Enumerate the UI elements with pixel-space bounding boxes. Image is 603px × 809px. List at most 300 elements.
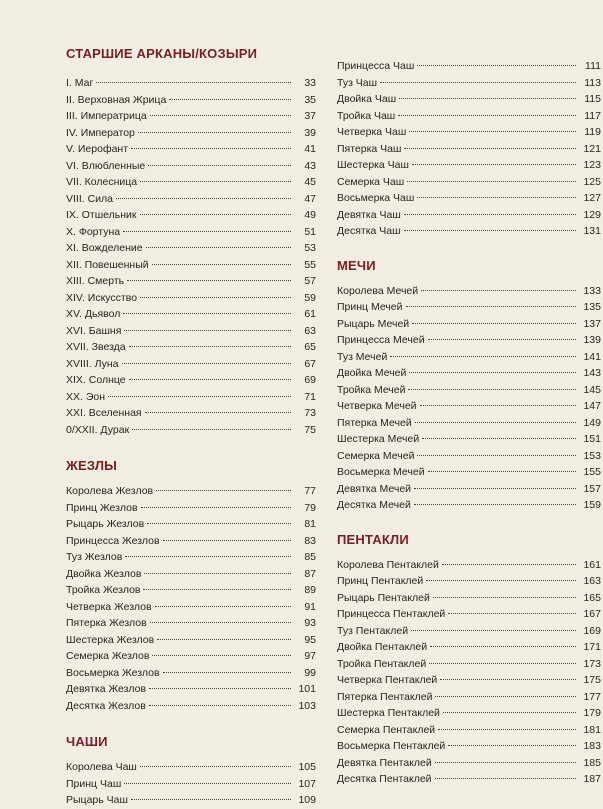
dot-leader <box>390 356 576 357</box>
toc-entry <box>337 481 601 498</box>
toc-entry-title: Королева Мечей <box>337 284 419 297</box>
dot-leader <box>131 148 291 149</box>
toc-entry-page-number: 159 <box>583 499 601 511</box>
toc-list-wands <box>66 483 316 714</box>
toc-entry-page-number: 47 <box>304 192 316 205</box>
toc-entry-title: Рыцарь Чаш <box>66 794 128 806</box>
toc-entry <box>66 75 316 92</box>
toc-entry-page-number: 153 <box>583 449 601 462</box>
toc-entry <box>337 557 601 574</box>
section-title-pentacles: ПЕНТАКЛИ <box>337 531 409 547</box>
dot-leader <box>411 630 576 631</box>
toc-entry-page-number: 117 <box>584 109 601 122</box>
toc-entry-page-number: 123 <box>583 159 601 171</box>
toc-entry-page-number: 41 <box>304 143 316 155</box>
dot-leader <box>417 65 576 66</box>
toc-entry <box>337 656 601 673</box>
dot-leader <box>398 115 576 116</box>
toc-entry-page-number: 135 <box>583 301 601 313</box>
toc-entry <box>337 573 601 590</box>
toc-entry-title: Десятка Мечей <box>337 499 411 511</box>
toc-entry-title: 0/XXII. Дурак <box>66 423 130 436</box>
dot-leader <box>148 165 291 166</box>
toc-entry <box>66 422 316 439</box>
toc-entry-page-number: 175 <box>583 674 601 686</box>
toc-entry <box>337 431 601 448</box>
toc-entry <box>337 91 601 108</box>
section-title-cups: ЧАШИ <box>66 734 108 749</box>
toc-entry <box>66 500 316 517</box>
dot-leader <box>380 82 576 83</box>
toc-entry <box>337 58 601 75</box>
dot-leader <box>149 688 291 689</box>
toc-entry-title: Четверка Мечей <box>337 400 417 412</box>
toc-entry-title: Принцесса Жезлов <box>66 534 160 547</box>
dot-leader <box>443 712 576 713</box>
dot-leader <box>421 290 576 291</box>
toc-entry <box>337 689 601 706</box>
toc-entry-title: XIX. Солнце <box>66 374 126 386</box>
toc-entry-title: Семерка Чаш <box>337 175 405 188</box>
toc-entry <box>337 174 601 191</box>
toc-entry-page-number: 163 <box>583 575 601 587</box>
toc-entry <box>66 599 316 616</box>
dot-leader <box>420 405 576 406</box>
dot-leader <box>163 672 291 673</box>
dot-leader <box>409 131 576 132</box>
toc-entry <box>337 283 601 300</box>
toc-entry-page-number: 99 <box>304 666 316 679</box>
toc-entry <box>337 365 601 382</box>
toc-entry <box>66 648 316 665</box>
dot-leader <box>435 696 576 697</box>
toc-entry-page-number: 73 <box>304 407 316 419</box>
dot-leader <box>141 507 291 508</box>
dot-leader <box>152 655 291 656</box>
toc-entry-page-number: 65 <box>304 341 316 353</box>
toc-entry-title: Принц Жезлов <box>66 501 138 514</box>
dot-leader <box>426 580 576 581</box>
dot-leader <box>138 132 291 133</box>
toc-entry-title: Принцесса Мечей <box>337 334 425 346</box>
toc-entry-page-number: 97 <box>304 650 316 662</box>
toc-entry-title: X. Фортуна <box>66 225 121 238</box>
dot-leader <box>440 679 576 680</box>
toc-entry-title: Туз Жезлов <box>66 551 123 563</box>
toc-entry <box>337 497 601 514</box>
toc-entry <box>337 141 601 158</box>
dot-leader <box>428 339 576 340</box>
toc-list-major-arcana <box>66 75 316 438</box>
toc-entry <box>337 382 601 399</box>
dot-leader <box>140 766 291 767</box>
toc-entry-page-number: 61 <box>304 308 316 320</box>
dot-leader <box>448 745 576 746</box>
dot-leader <box>429 663 576 664</box>
dot-leader <box>155 606 291 607</box>
toc-entry-page-number: 63 <box>304 324 316 337</box>
toc-entry <box>66 516 316 533</box>
toc-entry-title: Королева Чаш <box>66 761 137 773</box>
toc-entry-page-number: 137 <box>583 317 601 330</box>
toc-entry-page-number: 119 <box>584 126 601 138</box>
toc-entry-page-number: 165 <box>583 591 601 604</box>
dot-leader <box>422 438 576 439</box>
toc-entry-title: Тройка Пентаклей <box>337 657 427 670</box>
toc-entry <box>337 464 601 481</box>
toc-entry <box>66 158 316 175</box>
toc-entry-page-number: 85 <box>304 551 316 563</box>
toc-entry-title: IV. Император <box>66 126 135 139</box>
dot-leader <box>407 181 576 182</box>
dot-leader <box>144 573 291 574</box>
toc-entry-page-number: 157 <box>583 482 601 495</box>
toc-entry-page-number: 143 <box>583 367 601 379</box>
toc-entry-page-number: 45 <box>304 176 316 188</box>
toc-entry-page-number: 141 <box>583 350 601 363</box>
dot-leader <box>124 783 291 784</box>
toc-entry <box>66 566 316 583</box>
toc-entry-page-number: 81 <box>304 518 316 530</box>
toc-entry-title: Двойка Пентаклей <box>337 641 428 653</box>
toc-entry-title: V. Иерофант <box>66 143 129 155</box>
toc-entry <box>66 339 316 356</box>
toc-entry-page-number: 171 <box>583 641 601 653</box>
toc-entry <box>337 108 601 125</box>
toc-entry-title: Тройка Мечей <box>337 383 406 396</box>
toc-entry <box>66 632 316 649</box>
toc-entry <box>337 124 601 141</box>
toc-entry <box>66 372 316 389</box>
toc-entry <box>66 533 316 550</box>
toc-entry-page-number: 77 <box>304 485 316 497</box>
toc-entry-page-number: 69 <box>304 374 316 386</box>
toc-entry-title: IX. Отшельник <box>66 209 137 221</box>
toc-entry-page-number: 147 <box>583 400 601 412</box>
toc-entry-title: Пятерка Пентаклей <box>337 690 433 703</box>
toc-entry-title: Туз Мечей <box>337 350 388 363</box>
toc-entry-title: Восьмерка Жезлов <box>66 666 160 679</box>
toc-entry-page-number: 125 <box>583 175 601 188</box>
toc-entry-title: Пятерка Чаш <box>337 142 402 155</box>
toc-entry <box>66 224 316 241</box>
toc-entry-page-number: 133 <box>583 284 601 297</box>
toc-entry <box>66 681 316 698</box>
toc-entry <box>66 306 316 323</box>
toc-entry-title: XVII. Звезда <box>66 341 126 353</box>
toc-entry-title: Принцесса Пентаклей <box>337 608 446 620</box>
toc-entry-title: Двойка Чаш <box>337 93 397 105</box>
toc-entry-page-number: 151 <box>583 433 601 445</box>
toc-entry-page-number: 35 <box>304 93 316 106</box>
toc-entry-title: XVIII. Луна <box>66 357 119 370</box>
toc-entry-page-number: 43 <box>304 159 316 172</box>
toc-entry <box>66 582 316 599</box>
dot-leader <box>140 214 291 215</box>
toc-entry <box>337 639 601 656</box>
dot-leader <box>406 306 576 307</box>
toc-entry-title: VIII. Сила <box>66 192 114 205</box>
toc-entry-page-number: 91 <box>304 600 316 613</box>
toc-entry-page-number: 57 <box>304 275 316 287</box>
toc-entry-title: XXI. Вселенная <box>66 407 142 419</box>
toc-entry <box>66 125 316 142</box>
dot-leader <box>399 98 576 99</box>
toc-entry-title: I. Маг <box>66 77 94 89</box>
toc-entry-title: Рыцарь Пентаклей <box>337 591 430 604</box>
toc-entry-page-number: 111 <box>585 60 601 72</box>
dot-leader <box>435 778 576 779</box>
toc-entry-page-number: 115 <box>584 93 601 105</box>
toc-entry <box>337 705 601 722</box>
dot-leader <box>428 471 576 472</box>
toc-entry-page-number: 183 <box>583 740 601 752</box>
toc-entry-title: XV. Дьявол <box>66 308 121 320</box>
dot-leader <box>169 99 291 100</box>
toc-entry <box>66 240 316 257</box>
toc-entry-title: Четверка Чаш <box>337 126 407 138</box>
toc-entry <box>66 141 316 158</box>
toc-entry-title: Туз Пентаклей <box>337 624 409 637</box>
dot-leader <box>125 556 291 557</box>
dot-leader <box>438 729 576 730</box>
toc-entry-page-number: 173 <box>583 657 601 670</box>
dot-leader <box>132 429 291 430</box>
dot-leader <box>417 455 576 456</box>
toc-entry-title: Шестерка Жезлов <box>66 633 155 646</box>
toc-entry-page-number: 131 <box>583 225 601 237</box>
toc-entry-page-number: 121 <box>583 142 601 155</box>
toc-entry-page-number: 107 <box>298 777 316 790</box>
toc-entry <box>337 606 601 623</box>
toc-entry-title: Семерка Мечей <box>337 449 415 462</box>
dot-leader <box>430 646 576 647</box>
dot-leader <box>129 346 291 347</box>
toc-entry <box>66 273 316 290</box>
dot-leader <box>409 372 576 373</box>
toc-entry-title: Пятерка Жезлов <box>66 617 147 629</box>
toc-entry <box>337 672 601 689</box>
toc-entry-title: Двойка Жезлов <box>66 567 142 580</box>
toc-entry-title: Семерка Пентаклей <box>337 723 436 736</box>
toc-entry-title: XII. Повешенный <box>66 258 149 271</box>
toc-entry-page-number: 59 <box>304 291 316 304</box>
dot-leader <box>123 313 291 314</box>
toc-entry-title: XVI. Башня <box>66 324 122 337</box>
dot-leader <box>150 115 291 116</box>
toc-entry-title: Девятка Жезлов <box>66 683 147 695</box>
toc-entry-title: Семерка Жезлов <box>66 650 150 662</box>
dot-leader <box>146 247 291 248</box>
dot-leader <box>123 231 291 232</box>
dot-leader <box>412 164 576 165</box>
dot-leader <box>116 198 291 199</box>
toc-entry-title: Четверка Пентаклей <box>337 674 438 686</box>
toc-entry <box>66 191 316 208</box>
toc-entry-title: XI. Вожделение <box>66 242 143 254</box>
toc-entry-title: II. Верховная Жрица <box>66 93 167 106</box>
toc-entry-title: Девятка Чаш <box>337 208 401 221</box>
toc-entry-title: Двойка Мечей <box>337 367 407 379</box>
dot-leader <box>157 639 291 640</box>
toc-entry <box>337 223 601 240</box>
section-title-swords: МЕЧИ <box>337 257 376 273</box>
dot-leader <box>122 363 292 364</box>
toc-entry-page-number: 79 <box>304 501 316 514</box>
toc-entry-title: III. Императрица <box>66 110 147 122</box>
section-title-wands: ЖЕЗЛЫ <box>66 458 118 473</box>
toc-entry-title: Шестерка Пентаклей <box>337 707 440 719</box>
dot-leader <box>404 230 576 231</box>
toc-entry-page-number: 101 <box>298 683 316 695</box>
toc-entry-title: XIII. Смерть <box>66 275 125 287</box>
toc-list-pentacles <box>337 557 601 788</box>
toc-entry-title: Десятка Жезлов <box>66 699 146 712</box>
dot-leader <box>140 181 291 182</box>
toc-entry-title: Рыцарь Жезлов <box>66 518 145 530</box>
dot-leader <box>414 488 576 489</box>
toc-entry <box>66 615 316 632</box>
toc-entry-page-number: 149 <box>583 416 601 429</box>
toc-entry-page-number: 185 <box>583 756 601 769</box>
toc-entry-title: XX. Эон <box>66 390 106 403</box>
dot-leader <box>448 613 576 614</box>
toc-entry-title: Тройка Чаш <box>337 109 396 122</box>
toc-entry-title: XIV. Искусство <box>66 291 138 304</box>
toc-entry <box>337 738 601 755</box>
toc-entry-page-number: 127 <box>583 192 601 204</box>
toc-entry-page-number: 167 <box>583 608 601 620</box>
toc-entry-title: Королева Жезлов <box>66 485 154 497</box>
toc-entry <box>66 792 316 809</box>
dot-leader <box>414 504 576 505</box>
toc-entry <box>66 776 316 793</box>
toc-entry <box>337 771 601 788</box>
toc-entry-page-number: 67 <box>304 357 316 370</box>
toc-entry <box>337 722 601 739</box>
toc-entry-title: Рыцарь Мечей <box>337 317 410 330</box>
toc-entry-page-number: 155 <box>583 466 601 478</box>
toc-entry-title: VII. Колесница <box>66 176 138 188</box>
toc-entry-title: Шестерка Чаш <box>337 159 409 171</box>
toc-list-swords <box>337 283 601 514</box>
dot-leader <box>131 799 291 800</box>
dot-leader <box>147 523 291 524</box>
toc-entry-page-number: 139 <box>583 334 601 346</box>
toc-entry <box>66 389 316 406</box>
toc-column-left <box>66 40 316 809</box>
dot-leader <box>152 264 291 265</box>
dot-leader <box>156 490 291 491</box>
toc-entry <box>337 590 601 607</box>
toc-entry <box>337 398 601 415</box>
toc-entry <box>66 257 316 274</box>
toc-entry-title: Принцесса Чаш <box>337 60 415 72</box>
dot-leader <box>150 622 291 623</box>
toc-entry <box>337 207 601 224</box>
toc-entry-page-number: 187 <box>583 773 601 785</box>
toc-entry <box>337 75 601 92</box>
toc-entry-page-number: 49 <box>304 209 316 221</box>
toc-entry <box>66 92 316 109</box>
dot-leader <box>124 330 291 331</box>
toc-list-cups-part-2 <box>337 58 601 240</box>
dot-leader <box>108 396 291 397</box>
toc-entry-title: Десятка Чаш <box>337 225 401 237</box>
dot-leader <box>435 762 576 763</box>
toc-entry-title: Восьмерка Мечей <box>337 466 425 478</box>
toc-entry-title: Пятерка Мечей <box>337 416 412 429</box>
toc-entry-page-number: 89 <box>304 584 316 596</box>
toc-entry-page-number: 105 <box>298 761 316 773</box>
toc-entry <box>337 299 601 316</box>
toc-entry-page-number: 179 <box>583 707 601 719</box>
toc-entry-page-number: 51 <box>304 225 316 238</box>
dot-leader <box>96 82 291 83</box>
toc-entry <box>66 207 316 224</box>
toc-entry <box>66 698 316 715</box>
toc-entry <box>66 483 316 500</box>
dot-leader <box>140 297 291 298</box>
toc-column-right <box>337 58 601 788</box>
dot-leader <box>127 280 291 281</box>
toc-entry-page-number: 161 <box>583 558 601 571</box>
dot-leader <box>404 148 576 149</box>
toc-list-cups-part-1 <box>66 759 316 809</box>
dot-leader <box>442 564 576 565</box>
toc-entry-page-number: 39 <box>304 126 316 139</box>
toc-entry-title: Шестерка Мечей <box>337 433 420 445</box>
toc-entry-page-number: 55 <box>304 258 316 271</box>
dot-leader <box>145 412 291 413</box>
toc-entry-title: Девятка Пентаклей <box>337 756 432 769</box>
toc-entry-page-number: 37 <box>304 110 316 122</box>
toc-entry <box>66 759 316 776</box>
toc-entry-page-number: 75 <box>304 423 316 436</box>
toc-entry-page-number: 93 <box>304 617 316 629</box>
toc-entry-title: Принц Чаш <box>66 777 122 790</box>
toc-entry-title: Восьмерка Чаш <box>337 192 415 204</box>
toc-entry <box>66 323 316 340</box>
section-title-major-arcana: СТАРШИЕ АРКАНЫ/КОЗЫРИ <box>66 46 258 61</box>
dot-leader <box>433 597 576 598</box>
toc-entry-page-number: 113 <box>584 76 601 89</box>
toc-entry-page-number: 109 <box>298 794 316 806</box>
toc-entry <box>337 316 601 333</box>
toc-entry-title: Принц Пентаклей <box>337 575 424 587</box>
toc-entry-page-number: 181 <box>583 723 601 736</box>
dot-leader <box>143 589 291 590</box>
toc-entry-title: Девятка Мечей <box>337 482 412 495</box>
toc-entry <box>337 448 601 465</box>
toc-entry <box>337 332 601 349</box>
dot-leader <box>129 379 291 380</box>
toc-entry <box>66 108 316 125</box>
toc-entry <box>66 665 316 682</box>
dot-leader <box>408 389 576 390</box>
toc-entry <box>337 755 601 772</box>
toc-entry-page-number: 53 <box>304 242 316 254</box>
dot-leader <box>163 540 291 541</box>
toc-entry-page-number: 95 <box>304 633 316 646</box>
toc-entry-title: Тройка Жезлов <box>66 584 141 596</box>
toc-entry-page-number: 87 <box>304 567 316 580</box>
toc-entry-page-number: 83 <box>304 534 316 547</box>
toc-entry-title: Четверка Жезлов <box>66 600 152 613</box>
toc-entry <box>337 349 601 366</box>
toc-entry <box>66 174 316 191</box>
toc-entry <box>337 415 601 432</box>
